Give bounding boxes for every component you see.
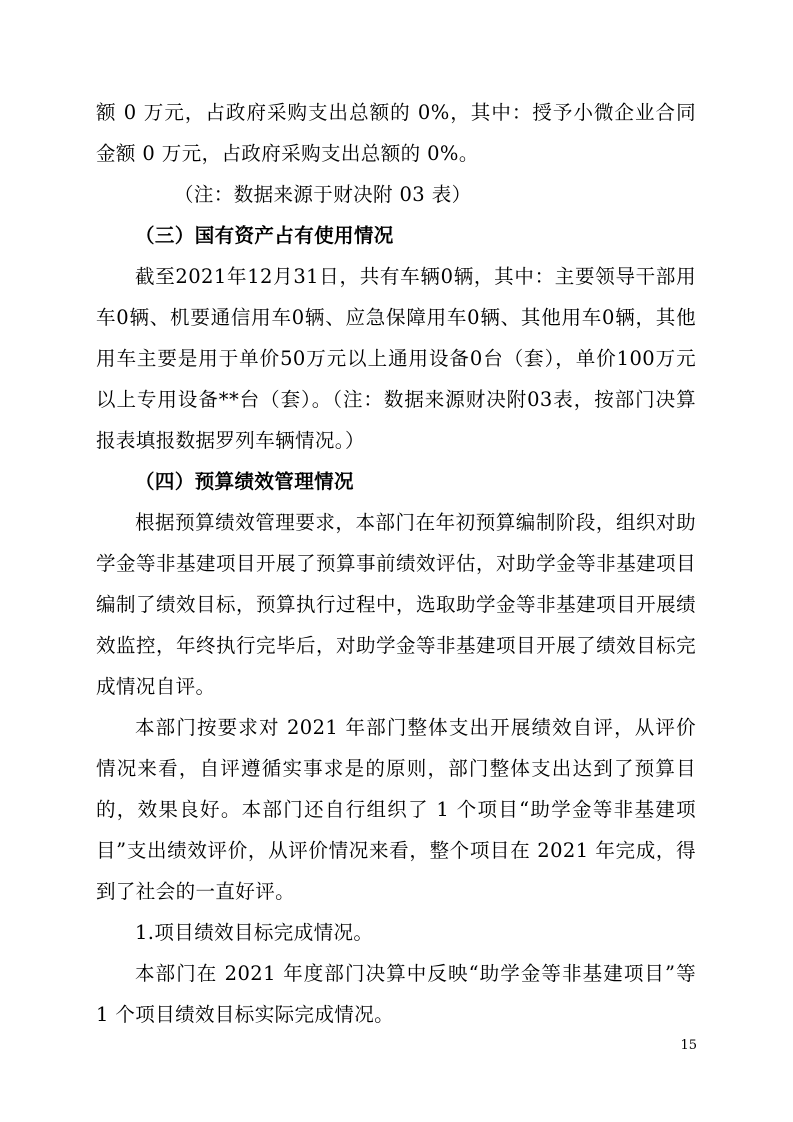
note-procurement-source: （注：数据来源于财决附 03 表）	[174, 183, 472, 206]
paragraph-procurement-continued: 额 0 万元，占政府采购支出总额的 0%，其中：授予小微企业合同金额 0 万元，占政府采购支出总额的 0%。	[96, 101, 696, 165]
paragraph-state-assets: 截至2021年12月31日，共有车辆0辆，其中：主要领导干部用车0辆、机要通信用车0辆、应急保障用车0辆、其他用车0辆，其他用车主要是用于单价50万元以上通用设备0台（套），单价100万元以上专用设备**台（套）。（注：数据来源财决附03表，按部门决算报表填报数据罗列车辆情况。）	[96, 265, 696, 452]
page-number: 15	[680, 1038, 697, 1053]
document-body	[96, 92, 696, 1035]
paragraph-performance-selfassessment: 本部门按要求对 2021 年部门整体支出开展绩效自评，从评价情况来看，自评遵循实事求是的原则，部门整体支出达到了预算目的，效果良好。本部门还自行组织了 1 个项目“助学金等非基建项目”支出绩效评价，从评价情况来看，整个项目在 2021 年完成，得到了社会的一直好评。	[96, 716, 696, 903]
paragraph-performance-overview: 根据预算绩效管理要求，本部门在年初预算编制阶段，组织对助学金等非基建项目开展了预算事前绩效评估，对助学金等非基建项目编制了绩效目标，预算执行过程中，选取助学金等非基建项目开展绩效监控，年终执行完毕后，对助学金等非基建项目开展了绩效目标完成情况自评。	[96, 511, 696, 698]
paragraph-performance-item-1: 1.项目绩效目标完成情况。	[135, 921, 374, 944]
heading-budget-performance: （四）预算绩效管理情况	[135, 470, 354, 493]
heading-state-assets: （三）国有资产占有使用情况	[135, 224, 394, 247]
paragraph-performance-item-1-detail: 本部门在 2021 年度部门决算中反映“助学金等非基建项目”等 1 个项目绩效目标实际完成情况。	[96, 962, 696, 1026]
